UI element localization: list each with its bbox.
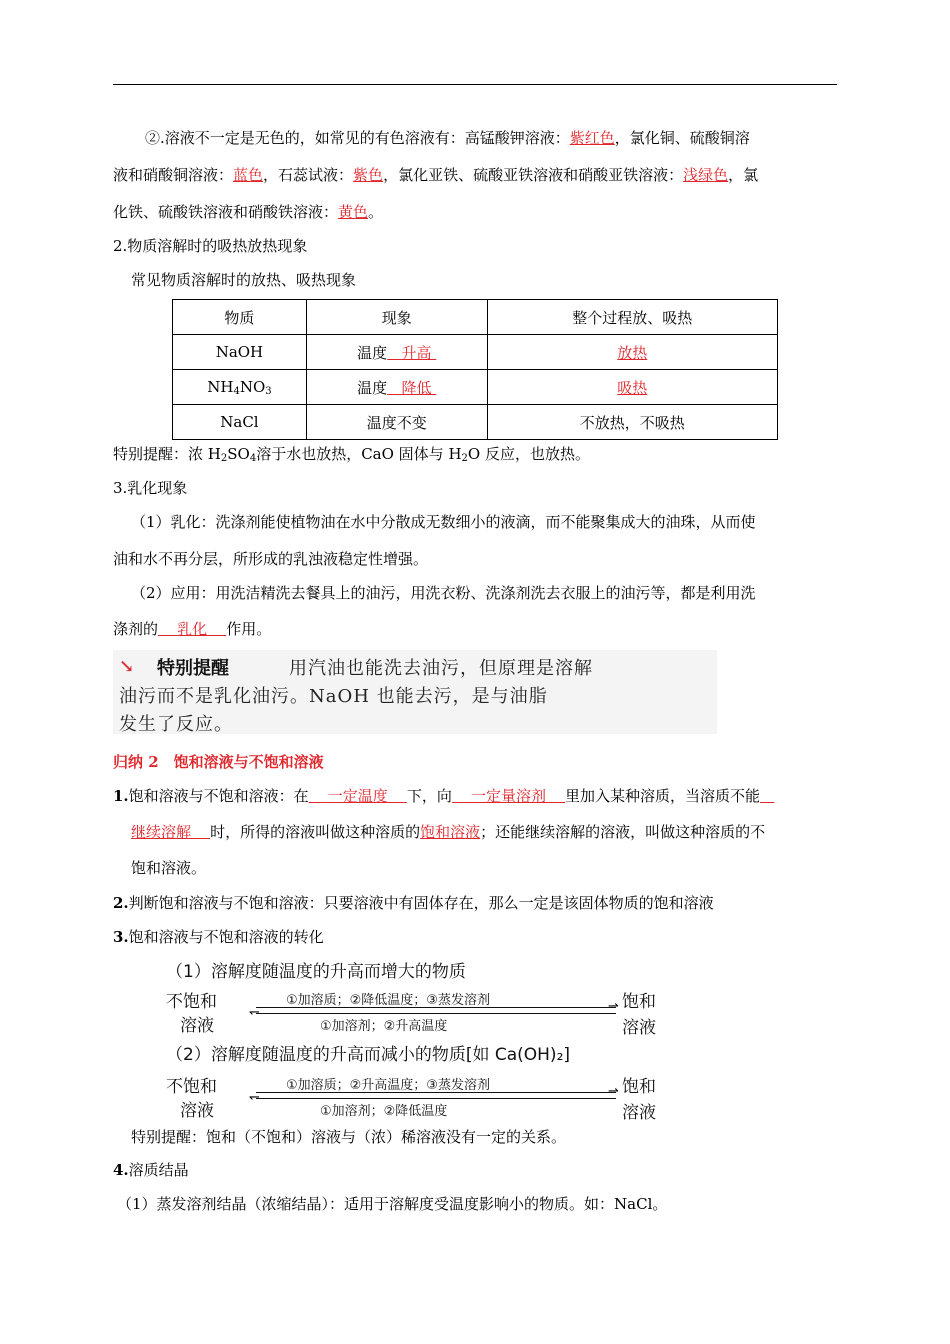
substance-cell: NaCl — [173, 405, 307, 440]
diagram-heading: （2）溶解度随温度的升高而减小的物质[如 Ca(OH)₂] — [166, 1045, 571, 1065]
answer-yellow: 黄色 — [338, 203, 369, 221]
phenomenon-cell: 温度 降低 — [306, 370, 487, 405]
table-header-cell: 现象 — [306, 300, 487, 335]
table-row — [173, 335, 778, 370]
substance-cell: $NH_4NO_3$ — [173, 370, 307, 405]
evaporation-crystallization: （1）蒸发溶剂结晶（浓缩结晶）：适用于溶解度受温度影响小的物质。如：NaCl。 — [117, 1195, 668, 1213]
unsaturated-label: 不饱和 — [166, 1077, 217, 1097]
forward-arrow — [256, 1007, 616, 1008]
heat-cell: 放热 — [487, 335, 777, 370]
answer-light-green: 浅绿色 — [683, 166, 729, 184]
section-2-subtitle: 常见物质溶解时的放热、吸热现象 — [131, 271, 357, 289]
phenomenon-cell: 温度不变 — [306, 405, 487, 440]
arrowhead-left-icon: ↽ — [249, 1090, 260, 1105]
saturated-label: 饱和 — [622, 1077, 656, 1097]
backward-arrow — [256, 1013, 616, 1014]
arrowhead-right-icon: ⇀ — [608, 999, 619, 1014]
answer-purple-red: 紫红色 — [569, 129, 615, 147]
unsaturated-label: 不饱和 — [166, 992, 217, 1012]
backward-conditions: ①加溶剂；②升高温度 — [320, 1019, 448, 1034]
solution-label: 溶液 — [180, 1016, 214, 1036]
arrow-icon: ↘ — [119, 656, 135, 677]
section-2-title: 2.物质溶解时的吸热放热现象 — [113, 237, 308, 255]
heat-cell: 吸热 — [487, 370, 777, 405]
table-header-cell: 物质 — [173, 300, 307, 335]
tip-line3: 发生了反应。 — [119, 714, 233, 735]
judge-saturation: 2.判断饱和溶液与不饱和溶液：只要溶液中有固体存在，那么一定是该固体物质的饱和溶液 — [113, 894, 714, 912]
saturated-def-line1: 1.饱和溶液与不饱和溶液：在 一定温度 下，向 一定量溶剂 里加入某种溶质，当溶质不能 — [113, 787, 761, 805]
tip-line1: 用汽油也能洗去油污，但原理是溶解 — [289, 658, 593, 679]
arrowhead-left-icon: ↽ — [249, 1005, 260, 1020]
tip-concentration: 特别提醒：饱和（不饱和）溶液与（浓）稀溶液没有一定的关系。 — [131, 1128, 567, 1146]
summary-2-heading: 归纳 2 饱和溶液与不饱和溶液 — [113, 753, 324, 771]
tip-heading: 特别提醒 — [157, 658, 229, 679]
conversion-diagram-1 — [160, 955, 740, 1038]
saturated-label: 饱和 — [622, 992, 656, 1012]
colored-solutions-line2: 液和硝酸铜溶液：蓝色，石蕊试液：紫色，氯化亚铁、硫酸亚铁溶液和硝酸亚铁溶液：浅绿色，氯 — [113, 166, 759, 184]
answer-purple: 紫色 — [353, 166, 384, 184]
arrowhead-right-icon: ⇀ — [608, 1084, 619, 1099]
colored-solutions-line1: ②.溶液不一定是无色的，如常见的有色溶液有：高锰酸钾溶液：紫红色，氯化铜、硫酸铜溶 — [145, 129, 750, 147]
diagram-heading: （1）溶解度随温度的升高而增大的物质 — [166, 962, 466, 982]
answer-blue: 蓝色 — [233, 166, 264, 184]
solution-label: 溶液 — [180, 1101, 214, 1121]
emulsify-def-line1: （1）乳化：洗涤剂能使植物油在水中分散成无数细小的液滴，而不能聚集成大的油珠，从而使 — [131, 513, 756, 531]
emulsify-use-line1: （2）应用：用洗洁精洗去餐具上的油污，用洗衣粉、洗涤剂洗去衣服上的油污等，都是利用洗 — [131, 584, 756, 602]
table-header-row — [173, 300, 778, 335]
emulsify-def-line2: 油和水不再分层，所形成的乳浊液稳定性增强。 — [113, 550, 429, 568]
conversion-title: 3.饱和溶液与不饱和溶液的转化 — [113, 928, 324, 946]
tip-acid-heat: 特别提醒：浓 $H_2SO_4$溶于水也放热，CaO 固体与 $H_2O$ 反应，也放热。 — [113, 445, 590, 464]
backward-conditions: ①加溶剂；②降低温度 — [320, 1104, 448, 1119]
header-rule — [113, 84, 837, 85]
backward-arrow — [256, 1098, 616, 1099]
section-4-title: 4.溶质结晶 — [113, 1161, 189, 1179]
forward-conditions: ①加溶质；②降低温度；③蒸发溶剂 — [286, 993, 490, 1008]
table-row — [173, 405, 778, 440]
colored-solutions-line3: 化铁、硫酸铁溶液和硝酸铁溶液：黄色。 — [113, 203, 384, 221]
table-header-cell: 整个过程放、吸热 — [487, 300, 777, 335]
substance-cell: NaOH — [173, 335, 307, 370]
section-3-title: 3.乳化现象 — [113, 479, 188, 497]
saturated-def-line3: 饱和溶液。 — [131, 859, 207, 877]
dissolution-heat-table — [172, 299, 778, 440]
solution-label: 溶液 — [622, 1103, 656, 1123]
heat-cell: 不放热，不吸热 — [487, 405, 777, 440]
phenomenon-cell: 温度 升高 — [306, 335, 487, 370]
tip-line2: 油污而不是乳化油污。NaOH 也能去污，是与油脂 — [119, 686, 548, 707]
table-row — [173, 370, 778, 405]
forward-arrow — [256, 1092, 616, 1093]
solution-label: 溶液 — [622, 1018, 656, 1038]
special-tip-box — [113, 650, 717, 734]
forward-conditions: ①加溶质；②升高温度；③蒸发溶剂 — [286, 1078, 490, 1093]
saturated-def-line2: 继续溶解 时，所得的溶液叫做这种溶质的饱和溶液；还能继续溶解的溶液，叫做这种溶质的不 — [131, 823, 766, 841]
conversion-diagram-2 — [160, 1040, 740, 1123]
emulsify-use-line2: 涤剂的 乳化 作用。 — [113, 620, 272, 638]
